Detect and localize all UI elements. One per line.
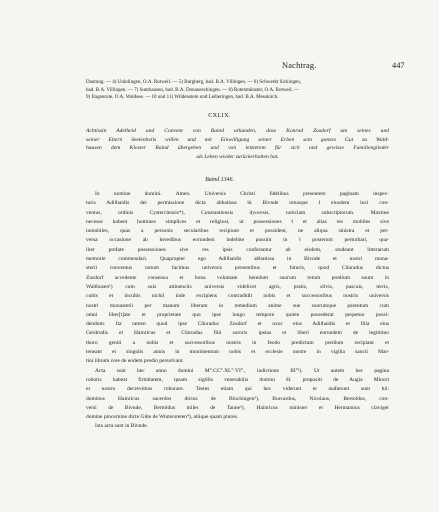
body-line: liter prefate possessiones sive res ipsis conferantur ab eisdem, studeant litterarum [86,246,389,253]
running-head: Nachtrag. [282,61,317,70]
footnote-line: 9) Engenrute, O.A. Waldsee. — 10 und 11) Wildenstein und Leiberingen, bad. B.A. Messkirch. [86,94,279,101]
footnote-line: bad. B.A. Villingen. — 7) Sunthausen, bad. B.A. Donaueschingen. — 8) Rotenmünster, O.A. Rotweil. — [86,86,300,93]
body-line: sterii conventus notum facimus universis presentibus et futuris, quod Cůnradus dictus [86,265,389,272]
charter-text [86,190,389,432]
body-line: thoro geniti a nobis et successoribus nostris in feodo predictum predium recipiant et [86,339,389,346]
body-line: turis Adilhaidis dei permissione dicta abbatissa hi Bivnde totusque ‖ eiusdem loci con- [86,200,389,207]
body-line: dendum. Ita tamen quod ipse Cůnradus Zusdorf et uxor eius Adilhaidis et filia eius [86,321,389,328]
body-line: necesse habent homines simplices et religiosi, ut possessiones ‖ et alias res mobiles sive [86,218,389,225]
page-header [0,61,439,73]
body-line: memorie commendari. Quapropter ego Adilhaidis abbatissa in Bivnde et nostri mona- [86,256,389,263]
body-line: omni liber[t]ate et proprietate quo ipse longo tempore quiete possederat perpetuo possi- [86,311,389,318]
body-line: versa occasione ab heredibus eorundem indebite possint in ‖ posterum perturbari, qua- [86,237,389,244]
body-line: tini librum cere de eodem predio persolvant. [86,358,184,365]
body-line: Walthusen¹) cum suis attinenciis universis videlicet agris, pratis, silvis, pascuis, terris, [86,283,389,290]
footnote-block [86,79,389,102]
body-line: et nostro decrevimus roborare. Testes etiam qui hec viderunt et audierunt sunt hii: [86,386,389,393]
page-number: 447 [392,61,405,70]
summary-line: hausen dem Kloster Baind übergeben und von letzterem für sich und gewisse Familienglieder [86,145,389,152]
summary-line: Achtissin Adelheid und Convent von Baind urkunden, dass Konrad Zusdorf um seines und [86,128,389,134]
footnote-line: Dautung. — 4) Unlolingen, O.A. Rotweil. — 5) Burgberg, bad. B.A. Villingen. — 6) Schwerkt Sickingen, [86,79,302,85]
body-line: cultis et incultis nichil inde excipiens contradidit nobis et successoribus nostris universis [86,293,389,300]
body-line: dominus Hainricus sacerdos dictus de Blochingen²), Burcardus, Nicolaus, Bertoldus, con- [86,395,389,402]
body-line: Zusdorf accedente consensu et bona voluntate heredum suorum totum predium suum in [86,274,389,281]
body-line: Acta sunt hec anno domini M°.CC°.XL°.VI°., indictione III°¹). Ut autem hec pagina [95,367,389,374]
body-line: inmobiles, quas a personis secularibus recipiunt et possident, ne aliqua sinistra et per- [86,228,389,235]
summary-block [86,127,389,161]
body-line: nostri monasterii per manum liberam in remedium anime sue suorumque parentum cum [86,302,389,309]
summary-line: als Lehen wieder zurückerhalten hat. [196,153,279,160]
body-line: ventus, ordinis Cysterciensis*), Constantiensis dyocesis, noticiam subscriptorum. Maxime [86,209,389,216]
body-line: In nomine domini. Amen. Universis Christi fidelibus presentem paginam inspec- [95,191,389,197]
body-line: versi de Bivnde, Bertoldus miles de Tanne³), Hainricus minister et Hermannus claviger [86,404,389,411]
body-line: Gerdrudis et Hainricus et Cůnradus filii sororis ipsius et liberi eorundem de legittimo [86,330,389,337]
body-line: Ista acta sunt in Bivnde. [95,423,149,430]
document-number: CXLIX. [208,112,231,119]
date-line: Baind 1346. [205,177,234,183]
body-line: teneant et singulis annis in monimentum nobis et ecclesie nostre in vigilia sancti Mar- [86,349,389,356]
body-line: roboris habeat firmitatem, ipsam sigillis venerabilis domini H. prepositi de Augia Minori [86,376,389,383]
body-line: domine pincernine dicte Gůte de Wintersteten⁴), aliique quam plures. [86,414,239,421]
summary-line: seiner Eltern Seelenheils willen und mit Einwilligung seiner Erben sein ganzes Gut zu Wald- [86,136,389,143]
